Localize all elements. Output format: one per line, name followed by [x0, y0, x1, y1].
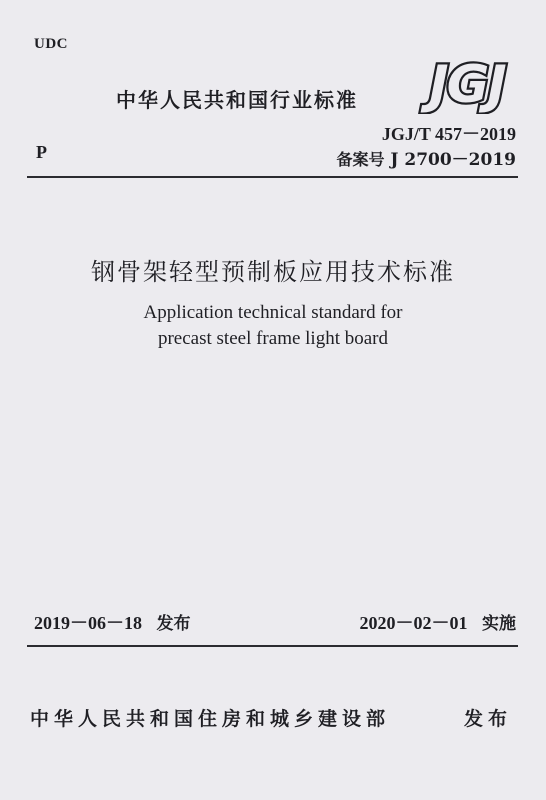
- record-label: 备案号: [336, 150, 385, 169]
- document-title-en: [0, 300, 546, 352]
- jgj-logo: [416, 52, 518, 114]
- jgj-logo-text: JGJ: [429, 55, 505, 114]
- classification-code: P: [36, 142, 47, 162]
- industry-standard-title: 中华人民共和国行业标准: [116, 88, 358, 112]
- issue-label: 发布: [156, 614, 191, 634]
- udc-label: UDC: [34, 36, 68, 52]
- document-title-zh: 钢骨架轻型预制板应用技术标准: [91, 258, 455, 286]
- implement-date: 2020－02－01: [359, 613, 468, 633]
- issue-date-block: [34, 609, 191, 635]
- record-number: [336, 145, 516, 170]
- title-en-line1: Application technical standard for: [143, 302, 403, 323]
- issue-date: 2019－06－18: [34, 613, 142, 633]
- publish-label: 发布: [463, 708, 512, 730]
- title-en-line2: precast steel frame light board: [157, 328, 388, 349]
- standard-code: JGJ/T 457－2019: [381, 124, 516, 144]
- record-code: J 2700－2019: [390, 150, 516, 170]
- implement-date-block: [360, 609, 517, 635]
- publisher-name: 中华人民共和国住房和城乡建设部: [30, 708, 391, 730]
- header-divider: [27, 176, 518, 178]
- footer-divider: [27, 645, 518, 647]
- implement-label: 实施: [482, 614, 516, 634]
